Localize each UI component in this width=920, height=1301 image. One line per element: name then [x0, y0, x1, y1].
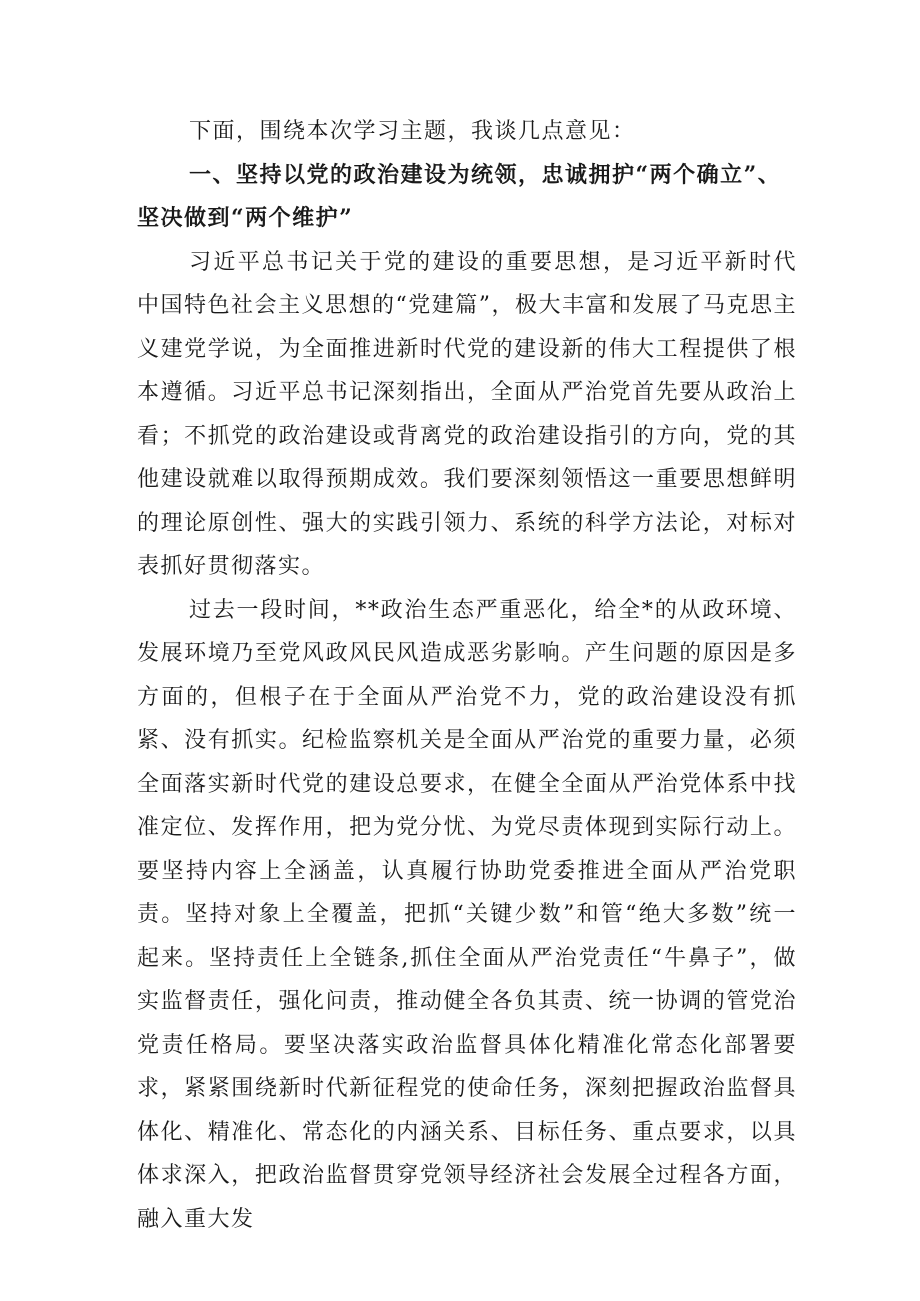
body-paragraph-2: 过去一段时间，**政治生态严重恶化，给全*的从政环境、发展环境乃至党风政风民风造成恶劣影响。产生问题的原因是多方面的，但根子在于全面从严治党不力，党的政治建设没有抓紧、没有抓实。纪检监察机关是全面从严治党的重要力量，必须全面落实新时代党的建设总要求，在健全全面从严治党体系中找准定位、发挥作用，把为党分忧、为党尽责体现到实际行动上。要坚持内容上全涵盖，认真履行协助党委推进全面从严治党职责。坚持对象上全覆盖，把抓“关键少数”和管“绝大多数”统一起来。坚持责任上全链条,抓住全面从严治党责任“牛鼻子”，做实监督责任，强化问责，推动健全各负其责、统一协调的管党治党责任格局。要坚决落实政治监督具体化精准化常态化部署要求，紧紧围绕新时代新征程党的使命任务，深刻把握政治监督具体化、精准化、常态化的内涵关系、目标任务、重点要求，以具体求深入，把政治监督贯穿党领导经济社会发展全过程各方面，融入重大发: [137, 597, 797, 1232]
document-body: [137, 110, 797, 1241]
section-heading: 一、坚持以党的政治建设为统领，忠诚拥护“两个确立”、坚决做到“两个维护”: [137, 161, 782, 231]
intro-paragraph: 下面，围绕本次学习主题，我谈几点意见：: [189, 119, 636, 144]
body-paragraph-1: 习近平总书记关于党的建设的重要思想，是习近平新时代中国特色社会主义思想的“党建篇”，极大丰富和发展了马克思主义建党学说，为全面推进新时代党的建设新的伟大工程提供了根本遵循。习近平总书记深刻指出，全面从严治党首先要从政治上看；不抓党的政治建设或背离党的政治建设指引的方向，党的其他建设就难以取得预期成效。我们要深刻领悟这一重要思想鲜明的理论原创性、强大的实践引领力、系统的科学方法论，对标对表抓好贯彻落实。: [137, 249, 797, 579]
